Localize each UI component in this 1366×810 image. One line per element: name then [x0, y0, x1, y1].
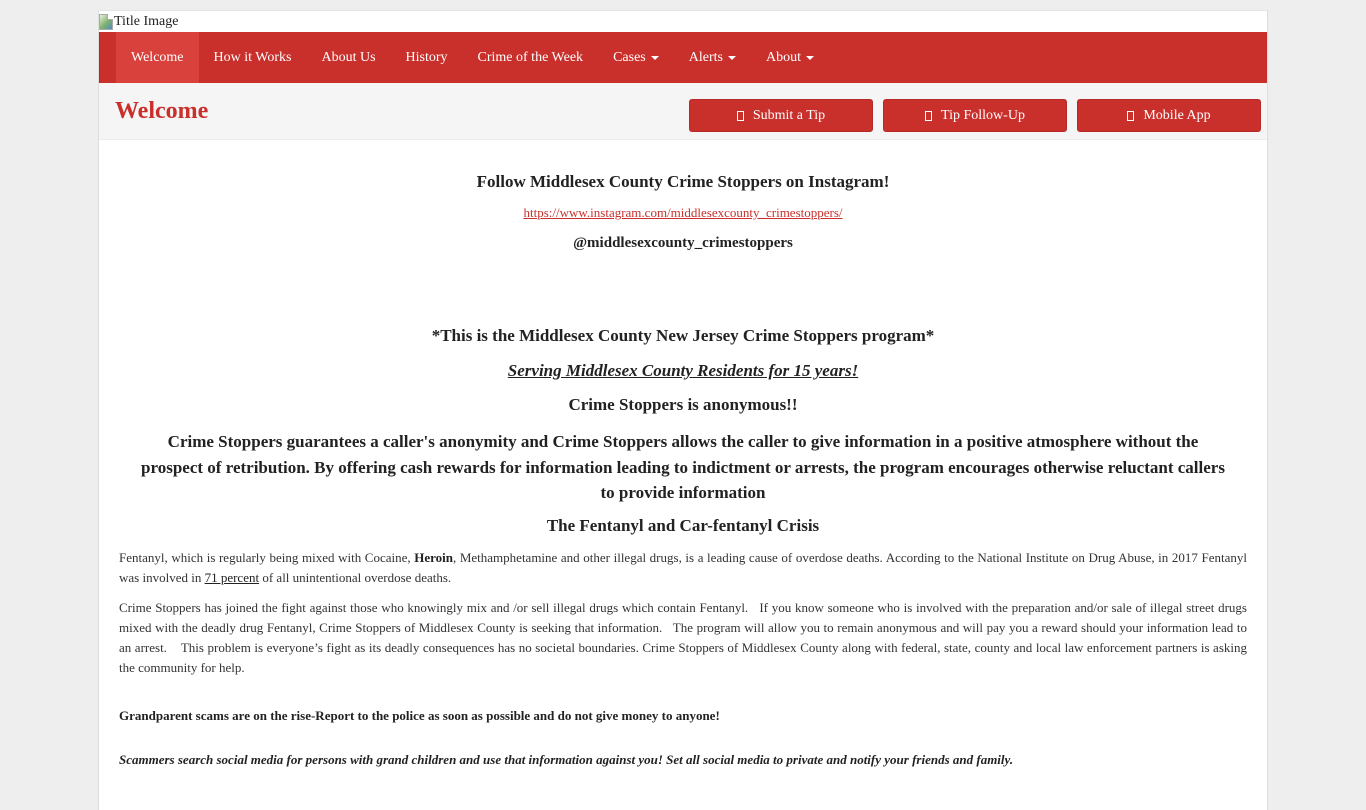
- page-title: Welcome: [115, 97, 209, 124]
- instagram-link[interactable]: https://www.instagram.com/middlesexcounty_crimestoppers/: [523, 205, 843, 220]
- anonymous-heading: Crime Stoppers is anonymous!!: [568, 395, 798, 414]
- scammers-warning: Scammers search social media for persons with grand children and use that information against you! Set all social media to private and notify your friends and family.: [119, 751, 1014, 767]
- button-label: Submit a Tip: [752, 107, 826, 123]
- nav-item-crime-of-the-week[interactable]: [463, 32, 599, 83]
- nav-item-label: Crime of the Week: [477, 49, 584, 65]
- nav-item-cases-dropdown[interactable]: [598, 32, 674, 83]
- anonymity-guarantee-text: Crime Stoppers guarantees a caller's anonymity and Crime Stoppers allows the caller to give information in a positive atmosphere without the prospect of retribution. By offering cash rewards for information leading to indictment or arrests, the program encourages otherwise reluctant callers to provide information: [141, 432, 1225, 502]
- instagram-heading: Follow Middlesex County Crime Stoppers on Instagram!: [476, 172, 890, 191]
- nav-item-label: About: [765, 49, 801, 65]
- mobile-app-button[interactable]: [1077, 99, 1261, 132]
- missing-glyph-icon: [925, 111, 932, 121]
- heroin-bold: Heroin: [414, 549, 453, 565]
- nav-item-about-dropdown[interactable]: [751, 32, 829, 83]
- title-image: [99, 11, 1267, 32]
- tip-follow-up-button[interactable]: [883, 99, 1067, 132]
- nav-item-label: History: [405, 49, 448, 65]
- title-image-alt-text: Title Image: [114, 13, 179, 29]
- fentanyl-paragraph-1: [119, 548, 1247, 588]
- nav-item-label: Welcome: [131, 49, 184, 65]
- nav-item-about-us[interactable]: [306, 32, 390, 83]
- nav-item-label: About Us: [321, 49, 376, 65]
- text-segment: Fentanyl, which is regularly being mixed with Cocaine,: [119, 549, 415, 565]
- button-label: Mobile App: [1143, 107, 1211, 123]
- caret-down-icon: [651, 56, 659, 60]
- main-content: [99, 140, 1267, 768]
- instagram-handle: @middlesexcounty_crimestoppers: [573, 235, 793, 251]
- page-header: [99, 83, 1267, 140]
- program-heading: *This is the Middlesex County New Jersey Crime Stoppers program*: [431, 326, 935, 345]
- action-buttons: [689, 99, 1261, 132]
- nav-item-how-it-works[interactable]: [199, 32, 307, 83]
- caret-down-icon: [806, 56, 814, 60]
- main-navbar: [99, 32, 1267, 83]
- grandparent-scam-heading: Grandparent scams are on the rise-Report to the police as soon as possible and do not give money to anyone!: [119, 707, 720, 723]
- broken-image-icon: [99, 14, 113, 30]
- text-segment: of all unintentional overdose deaths.: [259, 569, 452, 585]
- text-segment: , Methamphetamine and other illegal drugs, is a leading cause of overdose deaths. According to the National Institute on Drug Abuse, in 2017 Fentanyl was involved in: [119, 549, 1247, 585]
- nav-item-label: Cases: [613, 49, 646, 65]
- nav-item-alerts-dropdown[interactable]: [674, 32, 751, 83]
- nav-item-history[interactable]: [391, 32, 463, 83]
- 71-percent-link[interactable]: 71 percent: [204, 569, 260, 585]
- nav-item-label: How it Works: [213, 49, 292, 65]
- button-label: Tip Follow-Up: [941, 107, 1025, 123]
- caret-down-icon: [728, 56, 736, 60]
- fentanyl-crisis-heading: The Fentanyl and Car-fentanyl Crisis: [546, 515, 820, 535]
- nav-item-label: Alerts: [688, 49, 723, 65]
- nav-item-welcome[interactable]: [116, 32, 199, 83]
- missing-glyph-icon: [1127, 111, 1134, 121]
- fentanyl-paragraph-2: Crime Stoppers has joined the fight against those who knowingly mix and /or sell illegal drugs which contain Fentanyl. If you know someone who is involved with the preparation and/or sale of illegal street drugs mixed with the deadly drug Fentanyl, Crime Stoppers of Middlesex County is seeking that information. The program will allow you to remain anonymous and will pay you a reward should your information lead to an arrest. This problem is everyone’s fight as its deadly consequences has no societal boundaries. Crime Stoppers of Middlesex County along with federal, state, county and local law enforcement partners is asking the community for help.: [119, 599, 1251, 675]
- page-container: [98, 10, 1268, 810]
- missing-glyph-icon: [737, 111, 744, 121]
- submit-tip-button[interactable]: [689, 99, 873, 132]
- serving-tagline: Serving Middlesex County Residents for 15 years!: [507, 361, 859, 380]
